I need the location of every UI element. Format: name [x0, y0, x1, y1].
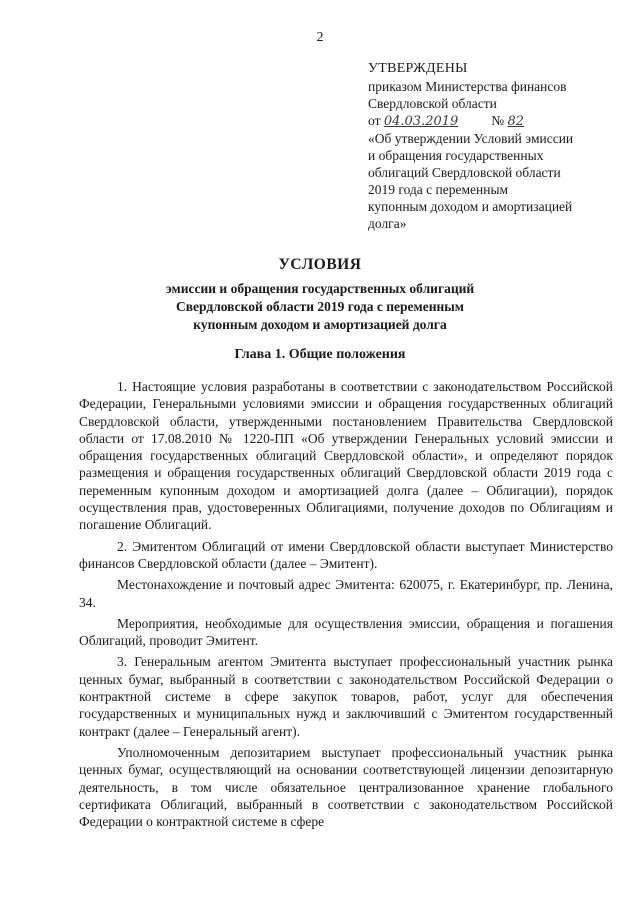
title-main: УСЛОВИЯ — [278, 256, 362, 273]
paragraph: 1. Настоящие условия разработаны в соответствии с законодательством Российской Федерации, Генеральными условиями эмиссии и обращения государственных облигаций Свердловской области, утвержденными постановлением Правительства Свердловской области от 17.08.2010 № 1220-ПП «Об утверждении Генеральных условий эмиссии и обращения государственных облигаций Свердловской области», и определяют порядок размещения и обращения государственных облигаций Свердловской области 2019 года с переменным купонным доходом и амортизацией долга (далее – Облигации), порядок осуществления прав, удостоверенных Облигациями, получение доходов по Облигациям и погашение Облигаций. — [79, 379, 613, 533]
approval-subject-line: и обращения государственных — [368, 148, 544, 163]
document-body — [79, 378, 613, 834]
paragraph: Местонахождение и почтовый адрес Эмитента: 620075, г. Екатеринбург, пр. Ленина, 34. — [79, 577, 613, 610]
paragraph: Уполномоченным депозитарием выступает профессиональный участник рынка ценных бумаг, осуществляющий на основании соответствующей лицензии депозитарную деятельность, в том числе обязательное централизованное хранение глобального сертификата Облигаций, выбранный в соответствии с законодательством Российской Федерации о контрактной системе в сфере — [79, 744, 613, 830]
approval-subject-line: 2019 года с переменным — [368, 182, 509, 197]
paragraph: Мероприятия, необходимые для осуществления эмиссии, обращения и погашения Облигаций, проводит Эмитент. — [79, 615, 613, 649]
approval-date-line — [368, 112, 618, 130]
paragraph: 2. Эмитентом Облигаций от имени Свердловской области выступает Министерство финансов Свердловской области (далее – Эмитент). — [79, 538, 613, 571]
page-number: 2 — [316, 30, 324, 45]
approval-subject-line: купонным доходом и амортизацией — [368, 199, 573, 214]
approval-region-line: Свердловской области — [368, 96, 497, 111]
date-prefix: от — [368, 113, 381, 128]
document-title — [60, 256, 580, 334]
approval-order-line: приказом Министерства финансов — [368, 79, 567, 94]
paragraph: 3. Генеральным агентом Эмитента выступает профессиональный участник рынка ценных бумаг, выбранный в соответствии с законодательством Российской Федерации о контрактной системе в сфере закупок товаров, работ, услуг для обеспечения государственных и муниципальных нужд и заключивший с Эмитентом государственный контракт (далее – Генеральный агент). — [79, 654, 613, 739]
approval-subject-line: облигаций Свердловской области — [368, 165, 561, 180]
approval-subject-line: долга» — [368, 216, 407, 231]
title-subtitle-line: Свердловской области 2019 года с переменным — [176, 299, 464, 314]
title-subtitle-line: эмиссии и обращения государственных облигаций — [165, 281, 475, 296]
approval-subject-line: «Об утверждении Условий эмиссии — [368, 131, 574, 146]
chapter-heading: Глава 1. Общие положения — [234, 347, 406, 362]
approval-stamp — [368, 60, 618, 232]
title-subtitle-line: купонным доходом и амортизацией долга — [193, 317, 447, 332]
number-prefix: № — [491, 113, 505, 128]
handwritten-number: 82 — [507, 114, 525, 129]
handwritten-date: 04.03.2019 — [383, 114, 459, 129]
approval-heading: УТВЕРЖДЕНЫ — [368, 61, 468, 76]
